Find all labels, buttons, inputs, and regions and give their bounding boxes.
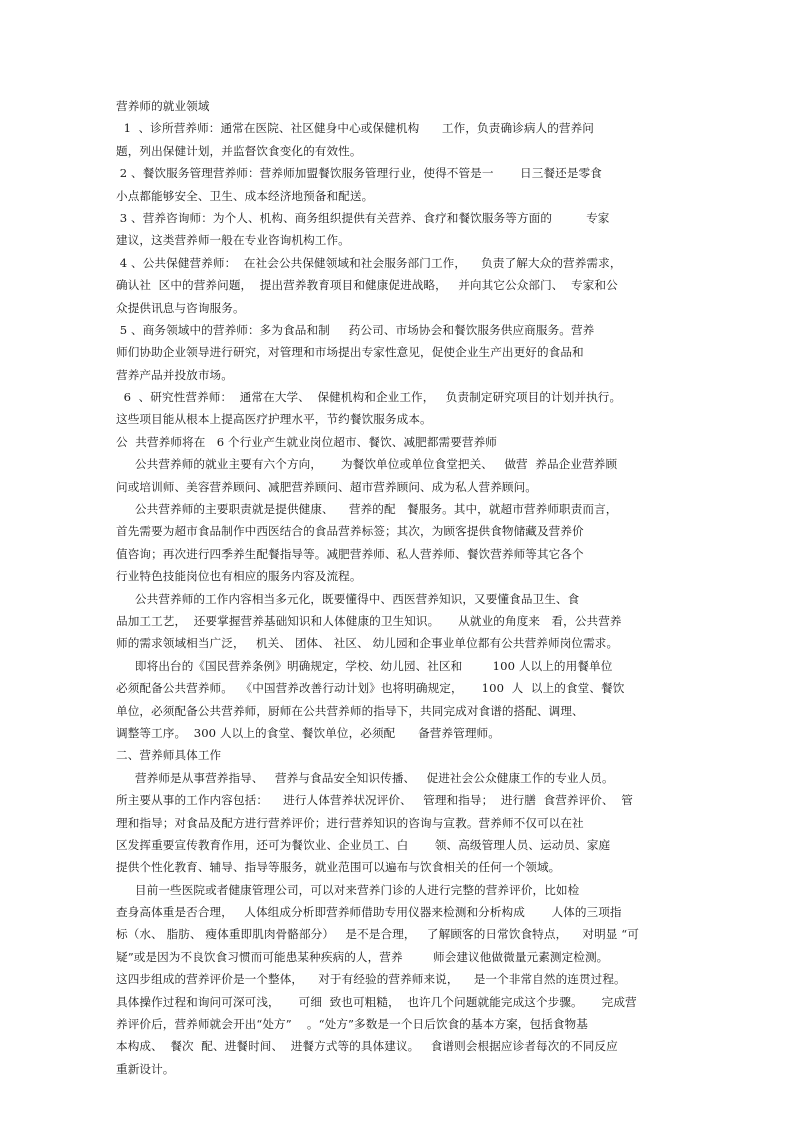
text-line: 重新设计。 — [116, 1061, 175, 1076]
text-line: 这些项目能从根本上提高医疗护理水平，节约餐饮服务成本。 — [116, 412, 432, 427]
text-line: 小点都能够安全、卫生、成本经济地预备和配送。 — [116, 188, 374, 203]
text-line: 行业特色技能岗位也有相应的服务内容及流程。 — [116, 569, 362, 584]
text-line: 营养产品并投放市场。 — [116, 367, 233, 382]
text-line: 公共营养师的就业主要有六个方向， 为餐饮单位或单位食堂把关、 做营 养品企业营养顾 — [116, 457, 618, 472]
text-line: 4 、公共保健营养师： 在社会公共保健领域和社会服务部门工作， 负责了解大众的营养需求， — [116, 255, 622, 270]
text-line: 具体操作过程和询问可深可浅， 可细 致也可粗糙， 也许几个问题就能完成这个步骤。 完成营 — [116, 994, 637, 1009]
text-line: 公共营养师的工作内容相当多元化，既要懂得中、西医营养知识，又要懂食品卫生、食 — [116, 591, 580, 606]
text-line: 师们协助企业领导进行研究，对管理和市场提出专家性意见，促使企业生产出更好的食品和 — [116, 345, 584, 360]
text-line: 这四步组成的营养评价是一个整体， 对于有经验的营养师来说， 是一个非常自然的连贯过程。 — [116, 972, 626, 987]
text-line: 所主要从事的工作内容包括： 进行人体营养状况评价、 管理和指导； 进行膳 食营养评价、 管 — [116, 793, 633, 808]
text-line: 2 、餐饮服务管理营养师：营养师加盟餐饮服务管理行业，使得不管是一 日三餐还是零食 — [116, 166, 602, 181]
text-line: 3 、营养咨询师：为个人、机构、商务组织提供有关营养、食疗和餐饮服务等方面的 专家 — [116, 210, 610, 225]
text-line: 标（水、 脂肪、 瘦体重即肌肉骨骼部分） 是不是合理， 了解顾客的日常饮食特点， 对明显 “可 — [116, 927, 639, 942]
text-line: 疑”或是因为不良饮食习惯而可能患某种疾病的人，营养 师会建议他做微量元素测定检测。 — [116, 949, 609, 964]
text-line: 调整等工序。 300 人以上的食堂、餐饮单位，必须配 备营养管理师。 — [116, 725, 500, 740]
text-line: 二、营养师具体工作 — [116, 748, 222, 763]
text-line: 养评价后，营养师就会开出“处方” 。“处方”多数是一个日后饮食的基本方案，包括食物基 — [116, 1017, 588, 1032]
text-line: 6 、研究性营养师： 通常在大学、 保健机构和企业工作， 负责制定研究项目的计划并执行。 — [116, 390, 622, 405]
text-line: 单位，必须配备公共营养师，厨师在公共营养师的指导下，共同完成对食谱的搭配、调理、 — [116, 703, 584, 718]
text-line: 提供个性化教育、辅导、指导等服务，就业范围可以遍布与饮食相关的任何一个领域。 — [116, 860, 561, 875]
text-line: 题，列出保健计划，并监督饮食变化的有效性。 — [116, 143, 362, 158]
text-line: 师的需求领域相当广泛， 机关、 团体、 社区、 幼儿园和企事业单位都有公共营养师岗位需求。 — [116, 636, 619, 651]
text-line: 确认社 区中的营养问题， 提出营养教育项目和健康促进战略， 并向其它公众部门、 专家和公 — [116, 278, 618, 293]
text-line: 即将出台的《国民营养条例》明确规定，学校、幼儿园、社区和 100 人以上的用餐单位 — [116, 658, 613, 673]
text-line: 营养师的就业领域 — [116, 99, 210, 113]
text-line: 营养师是从事营养指导、 营养与食品安全知识传播、 促进社会公众健康工作的专业人员。 — [116, 770, 614, 785]
text-line: 公共营养师的主要职责就是提供健康、 营养的配 餐服务。其中，就超市营养师职责而言， — [116, 502, 618, 517]
text-line: 问或培训师、美容营养顾问、减肥营养顾问、超市营养顾问、成为私人营养顾问。 — [116, 479, 537, 494]
text-line: 品加工工艺， 还要掌握营养基础知识和人体健康的卫生知识。 从就业的角度来 看，公共营养 — [116, 613, 622, 628]
text-line: 公 共营养师将在 6 个行业产生就业岗位超市、餐饮、减肥都需要营养师 — [116, 434, 498, 449]
document-body — [116, 95, 684, 1080]
text-line: 本构成、 餐次 配、进餐时间、 进餐方式等的具体建议。 食谱则会根据应诊者每次的不同反应 — [116, 1039, 618, 1054]
text-line: 建议，这类营养师一般在专业咨询机构工作。 — [116, 233, 350, 248]
text-line: 首先需要为超市食品制作中西医结合的食品营养标签；其次，为顾客提供食物储藏及营养价 — [116, 524, 584, 539]
text-line: 查身高体重是否合理， 人体组成分析即营养师借助专用仪器来检测和分析构成 人体的三项指 — [116, 905, 622, 920]
text-line: 目前一些医院或者健康管理公司，可以对来营养门诊的人进行完整的营养评价，比如检 — [116, 882, 580, 897]
text-line: 理和指导；对食品及配方进行营养评价；进行营养知识的咨询与宣教。营养师不仅可以在社 — [116, 815, 584, 830]
text-line: 值咨询；再次进行四季养生配餐指导等。减肥营养师、私人营养师、餐饮营养师等其它各个 — [116, 546, 584, 561]
text-line: 5 、商务领域中的营养师：多为食品和制 药公司、市场协会和餐饮服务供应商服务。营养 — [116, 322, 595, 337]
text-line: 必须配备公共营养师。 《中国营养改善行动计划》也将明确规定， 100 人 以上的食堂、餐饮 — [116, 681, 625, 696]
text-line: 1 、诊所营养师：通常在医院、社区健身中心或保健机构 工作，负责确诊病人的营养问 — [116, 121, 595, 136]
text-line: 众提供讯息与咨询服务。 — [116, 300, 245, 315]
text-line: 区发挥重要宣传教育作用，还可为餐饮业、企业员工、白 领、高级管理人员、运动员、家庭 — [116, 837, 611, 852]
